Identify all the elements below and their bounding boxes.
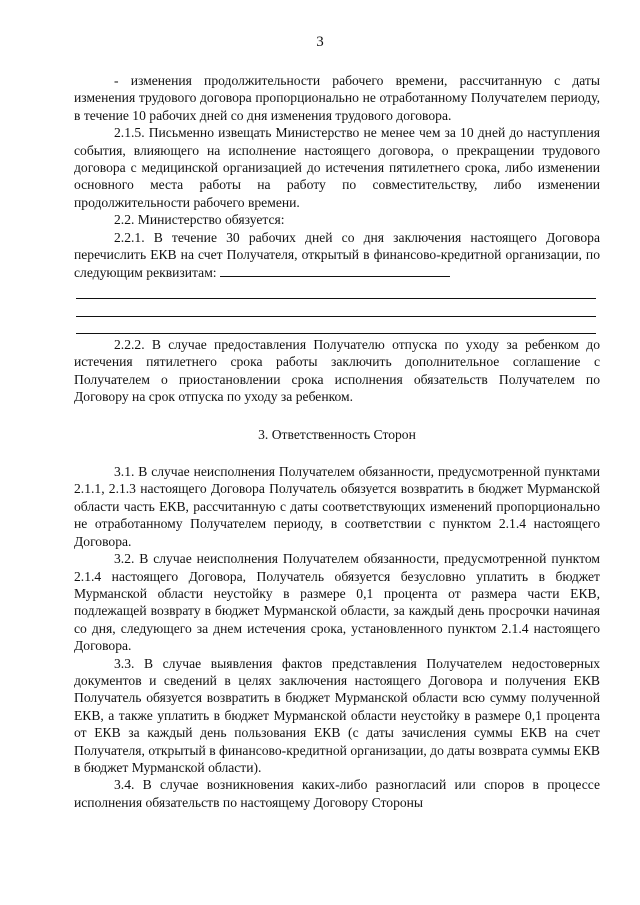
blank-line	[76, 282, 596, 299]
requisites-fill-line	[220, 263, 450, 277]
paragraph-2-2-1	[74, 229, 600, 282]
paragraph-3-2: 3.2. В случае неисполнения Получателем обязанности, предусмотренной пунктом 2.1.4 настоящего Договора, Получатель обязуется безусловно уплатить в бюджет Мурманской области неустойку в размере 0,1 процента от размера части ЕКВ, подлежащей возврату в бюджет Мурманской области, за каждый день просрочки начиная со дня, следующего за днем истечения срока, установленного пунктом 2.1.4 настоящего Договора.	[74, 551, 600, 654]
paragraph-2-2-2: 2.2.2. В случае предоставления Получателю отпуска по уходу за ребенком до истечения пятилетнего срока работы заключить дополнительное соглашение с Получателем о приостановлении срока исполнения обязательств Получателем по Договору на срок отпуска по уходу за ребенком.	[74, 337, 600, 405]
paragraph-working-time-change: - изменения продолжительности рабочего времени, рассчитанную с даты изменения трудового договора пропорционально не отработанному Получателем периоду, в течение 10 рабочих дней со дня изменения трудового договора.	[74, 73, 600, 123]
page-number: 3	[316, 34, 324, 50]
blank-line	[76, 317, 596, 334]
requisites-blank-lines	[74, 282, 600, 334]
paragraph-3-3: 3.3. В случае выявления фактов представления Получателем недостоверных документов и сведений в целях заключения настоящего Договора и получения ЕКВ Получатель обязуется возвратить в бюджет Мурманской области всю сумму полученной ЕКВ, а также уплатить в бюджет Мурманской области неустойку в размере 0,1 процента от ЕКВ за каждый день пользования ЕКВ (с даты зачисления суммы ЕКВ на счет Получателя, открытый в финансово-кредитной организации, до даты возврата суммы ЕКВ в бюджет Мурманской области).	[74, 655, 600, 775]
blank-line	[76, 299, 596, 316]
document-body	[74, 72, 600, 811]
paragraph-3-1: 3.1. В случае неисполнения Получателем обязанности, предусмотренной пунктами 2.1.1, 2.1.3 настоящего Договора Получатель обязуется возвратить в бюджет Мурманской области часть ЕКВ, рассчитанную с даты соответствующих изменений пропорционально не отработанному Получателем периоду, в соответствии с пунктом 2.1.4 настоящего Договора.	[74, 464, 600, 549]
paragraph-2-2: 2.2. Министерство обязуется:	[114, 212, 285, 228]
paragraph-2-2-1-text: 2.2.1. В течение 30 рабочих дней со дня заключения настоящего Договора перечислить ЕКВ на счет Получателя, открытый в финансово-кредитной организации, по следующим реквизитам:	[74, 229, 600, 281]
paragraph-3-4: 3.4. В случае возникновения каких-либо разногласий или споров в процессе исполнения обязательств по настоящему Договору Стороны	[74, 777, 600, 810]
section-heading: 3. Ответственность Сторон	[258, 426, 416, 442]
paragraph-2-1-5: 2.1.5. Письменно извещать Министерство не менее чем за 10 дней до наступления события, влияющего на исполнение настоящего договора, о прекращении трудового договора с медицинской организацией до истечения пятилетнего срока, либо изменении основного места работы на работу по совместительству, либо изменении продолжительности рабочего времени.	[74, 125, 600, 210]
